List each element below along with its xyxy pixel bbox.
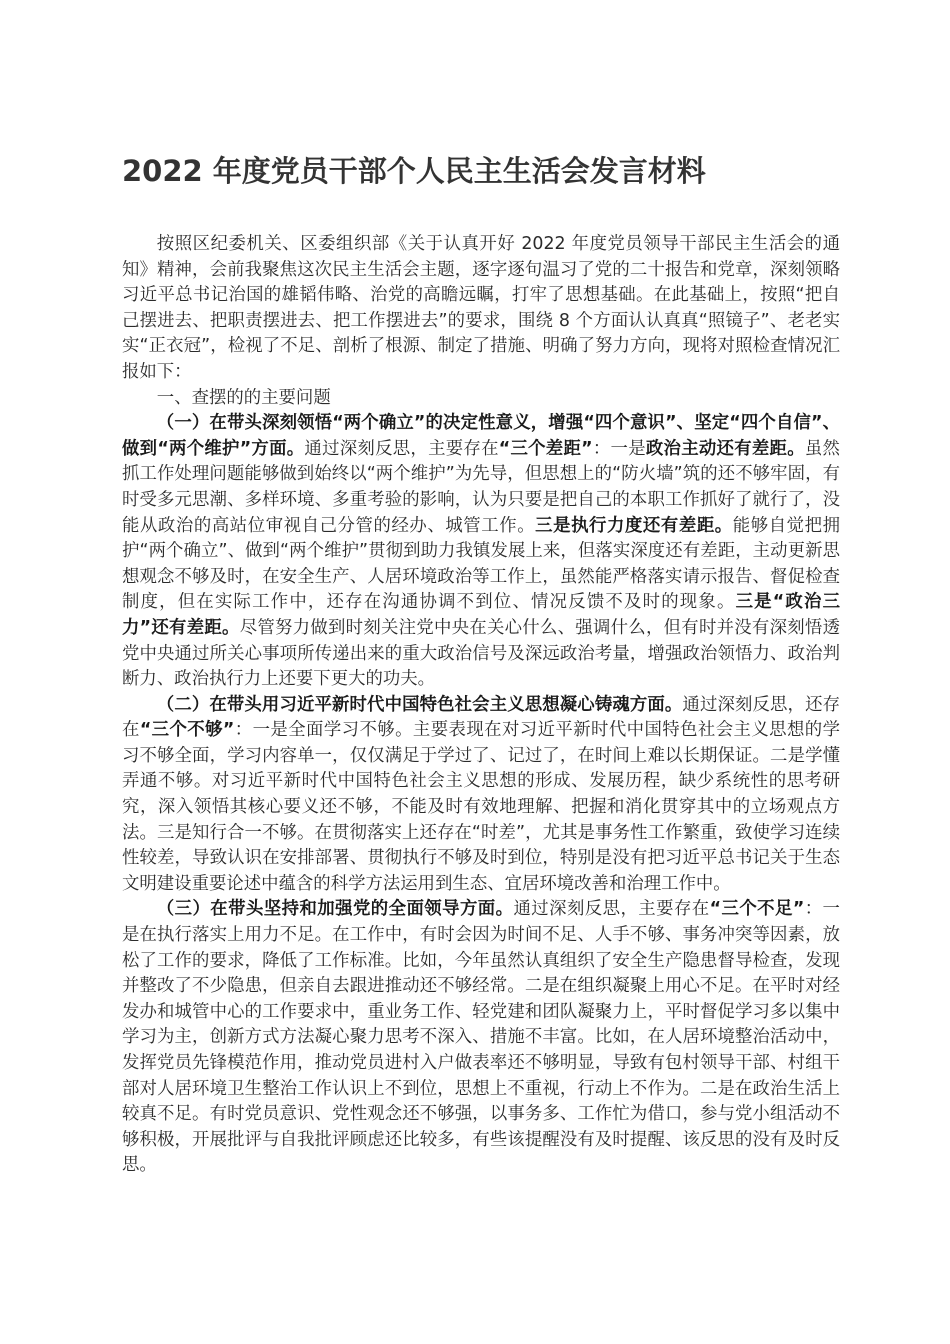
text-run: 虽然抓工作处理问题能够做到始终以“两个维护”为先导，但思想上的“防火墙”筑的还不够牢固，有时受多元思潮、多样环境、多重考验的影响，认为只要是把自己的本职工作抓好了就行了，没能从政治的高站位审视自己分管的经办、城管工作。 bbox=[122, 438, 840, 536]
bold-run: “三个差距” bbox=[498, 438, 593, 459]
bold-run: “三个不够” bbox=[139, 720, 235, 741]
text-run: 通过深刻反思，主要存在 bbox=[513, 899, 710, 920]
document-title: 2022 年度党员干部个人民主生活会发言材料 bbox=[122, 154, 706, 188]
issue-2-heading: （二）在带头用习近平新时代中国特色社会主义思想凝心铸魂方面。 bbox=[156, 694, 683, 715]
section-heading: 一、查摆的的主要问题 bbox=[156, 387, 331, 408]
text-run: 通过深刻反思，主要存在 bbox=[304, 438, 499, 459]
bold-run: 三是执行力度还有差距。 bbox=[535, 515, 733, 536]
bold-run: 政治主动还有差距。 bbox=[645, 438, 805, 459]
document-body bbox=[122, 232, 840, 1179]
text-run: ：一是全面学习不够。主要表现在对习近平新时代中国特色社会主义思想的学习不够全面，学习内容单一，仅仅满足于学过了、记过了，在时间上难以长期保证。二是学懂弄通不够。对习近平新时代中国特色社会主义思想的形成、发展历程，缺少系统性的思考研究，深入领悟其核心要义还不够，不能及时有效地理解、把握和消化贯穿其中的立场观点方法。三是知行合一不够。在贯彻落实上还存在“时差”，尤其是事务性工作繁重，致使学习连续性较差，导致认识在安排部署、贯彻执行不够及时到位，特别是没有把习近平总书记关于生态文明建设重要论述中蕴含的科学方法运用到生态、宜居环境改善和治理工作中。 bbox=[122, 720, 840, 894]
text-run: 通过深刻反思，还存在 bbox=[122, 694, 840, 741]
issue-3-heading: （三）在带头坚持和加强党的全面领导方面。 bbox=[156, 899, 514, 920]
bold-run: “三个不足” bbox=[709, 899, 805, 920]
text-run: ：一是 bbox=[592, 438, 646, 459]
intro-paragraph: 按照区纪委机关、区委组织部《关于认真开好 2022 年度党员领导干部民主生活会的通知》精神，会前我聚焦这次民主生活会主题，逐字逐句温习了党的二十报告和党章，深刻领略习近平总书记治国的雄韬伟略、治党的高瞻远瞩，打牢了思想基础。在此基础上，按照“把自己摆进去、把职责摆进去、把工作摆进去”的要求，围绕 8 个方面认认真真“照镜子”、老老实实“正衣冠”，检视了不足、剖析了根源、制定了措施、明确了努力方向，现将对照检查情况汇报如下： bbox=[122, 234, 840, 382]
issue-paragraph-2 bbox=[122, 693, 840, 898]
text-run: 尽管努力做到时刻关注党中央在关心什么、强调什么，但有时并没有深刻悟透党中央通过所关心事项所传递出来的重大政治信号及深远政治考量，增强政治领悟力、政治判断力、政治执行力上还要下更大的功夫。 bbox=[122, 617, 840, 690]
bold-run: 三是“政治三力”还有差距。 bbox=[122, 592, 840, 638]
issue-1-heading: （一）在带头深刻领悟“两个确立”的决定性意义，增强“四个意识”、坚定“四个自信”、做到“两个维护”方面。 bbox=[122, 413, 840, 459]
text-run: ：一是在执行落实上用力不足。在工作中，有时会因为时间不足、人手不够、事务冲突等因素，放松了工作的要求，降低了工作标准。比如，今年虽然认真组织了安全生产隐患督导检查，发现并整改了不少隐患，但亲自去跟进推动还不够经常。二是在组织凝聚上用心不足。在平时对经发办和城管中心的工作要求中，重业务工作、轻党建和团队凝聚力上，平时督促学习多以集中学习为主，创新方式方法凝心聚力思考不深入、措施不丰富。比如，在人居环境整治活动中，发挥党员先锋模范作用，推动党员进村入户做表率还不够明显，导致有包村领导干部、村组干部对人居环境卫生整治工作认识上不到位，思想上不重视，行动上不作为。二是在政治生活上较真不足。有时党员意识、党性观念还不够强，以事务多、工作忙为借口，参与党小组活动不够积极，开展批评与自我批评顾虑还比较多，有些该提醒没有及时提醒、该反思的没有及时反思。 bbox=[122, 899, 840, 1176]
issue-paragraph-3 bbox=[122, 897, 840, 1179]
text-run: 能够自觉把拥护“两个确立”、做到“两个维护”贯彻到助力我镇发展上来，但落实深度还有差距，主动更新思想观念不够及时，在安全生产、人居环境政治等工作上，虽然能严格落实请示报告、督促检查制度，但在实际工作中，还存在沟通协调不到位、情况反馈不及时的现象。 bbox=[122, 515, 840, 613]
issue-paragraph-1 bbox=[122, 411, 840, 693]
